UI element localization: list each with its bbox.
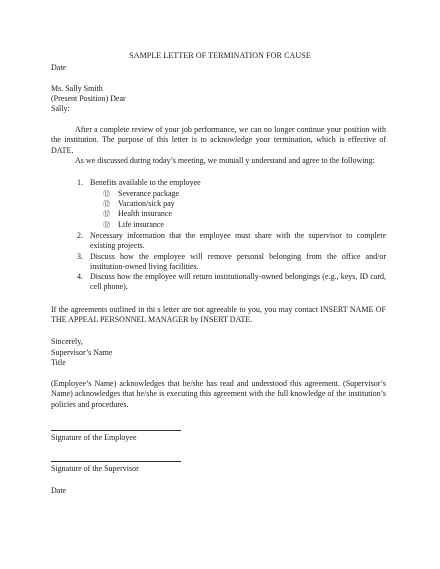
list-item-return: Discuss how the employee will return institutionally-owned belongings (e.g., keys, ID card, cell phone).: [90, 272, 386, 292]
closing-sincerely: Sincerely,: [51, 337, 83, 346]
supervisor-signature-label: Signature of the Supervisor: [51, 464, 139, 473]
employee-signature-label: Signature of the Employee: [51, 433, 137, 442]
subitem-label: Life insurance: [118, 220, 164, 229]
list-subitem: [103, 209, 172, 219]
list-item-number: 1.: [77, 178, 83, 187]
list-item-number: 2.: [77, 231, 83, 240]
recipient-name: Ms. Sally Smith: [51, 84, 103, 93]
employee-signature-line: [51, 430, 181, 431]
list-subitem: [103, 189, 179, 199]
list-item-information: Necessary information that the employee must share with the supervisor to complete existing projects.: [90, 231, 386, 251]
supervisor-signature-line: [51, 461, 181, 462]
subitem-label: Vacation/sick pay: [118, 199, 175, 208]
list-item-belongings: Discuss how the employee will remove personal belonging from the office and/or institution-owned living facilities.: [90, 252, 386, 272]
list-item-benefits: Benefits available to the employee: [90, 178, 201, 187]
list-subitem: [103, 220, 164, 230]
paragraph-acknowledgement: (Employee’s Name) acknowledges that he/she has read and understood this agreement. (Supervisor’s Name) acknowledges that he/she is executing this agreement with the full knowledge of the institution’s policies and procedures.: [51, 379, 386, 409]
closing-supervisor-name: Supervisor’s Name: [51, 348, 113, 357]
letter-title: SAMPLE LETTER OF TERMINATION FOR CAUSE: [129, 51, 311, 60]
circled-bullet-icon: ⑫: [103, 190, 110, 198]
paragraph-appeal: If the agreements outlined in thi s letter are not agreeable to you, you may contact INSERT NAME OF THE APPEAL PERSONNEL MANAGER by INSERT DATE.: [51, 305, 386, 325]
circled-bullet-icon: ⑫: [103, 221, 110, 229]
paragraph-review: After a complete review of your job performance, we can no longer continue your position with the institution. The purpose of this letter is to acknowledge your termination, which is effective of DATE.: [51, 125, 386, 155]
list-item-number: 3.: [77, 252, 83, 261]
circled-bullet-icon: ⑫: [103, 210, 110, 218]
paragraph-agreement: As we discussed during today’s meeting, we mutuall y understand and agree to the following:: [75, 156, 375, 165]
recipient-position: (Present Position) Dear: [51, 94, 126, 103]
circled-bullet-icon: ⑫: [103, 200, 110, 208]
date-label: Date: [51, 63, 67, 72]
salutation: Sally:: [51, 104, 70, 113]
list-item-number: 4.: [77, 272, 83, 281]
subitem-label: Health insurance: [118, 209, 172, 218]
closing-title: Title: [51, 358, 66, 367]
signature-date-label: Date: [51, 486, 67, 495]
subitem-label: Severance package: [118, 189, 180, 198]
list-subitem: [103, 199, 175, 209]
